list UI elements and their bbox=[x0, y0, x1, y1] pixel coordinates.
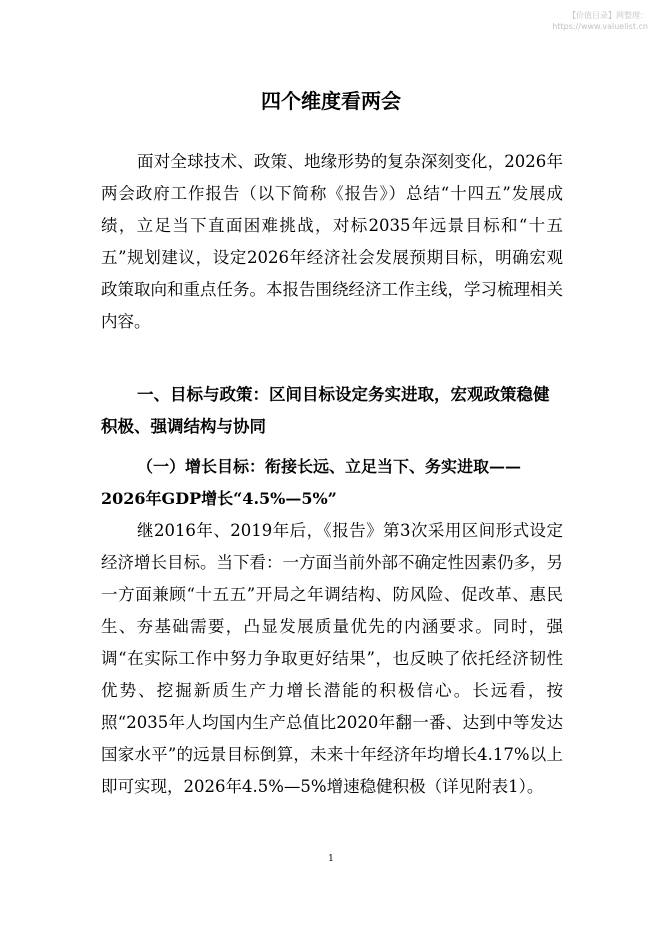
section-heading-1: 一、目标与政策：区间目标设定务实进取，宏观政策稳健积极、强调结构与协同 bbox=[101, 385, 550, 436]
paragraph-text: ，按照“2035年人均国内生产总值比2020年翻一番、达到中等发达国家水平”的远景目标倒算，未来十年经济年均增长4.17%以上即可实现，2026年4.5%—5%增速稳健积极（详见附表1）。 bbox=[101, 681, 563, 796]
watermark-line-2: https://www.valuelist.cn bbox=[552, 22, 648, 31]
lead-phrase-present: 当下看 bbox=[216, 553, 266, 572]
intro-paragraph: 面对全球技术、政策、地缘形势的复杂深刻变化，2026年两会政府工作报告（以下简称《报告》）总结“十四五”发展成绩，立足当下直面困难挑战，对标2035年远景目标和“十五五”规划建议，设定2026年经济社会发展预期目标，明确宏观政策取向和重点任务。本报告围绕经济工作主线，学习梳理相关内容。 bbox=[101, 152, 563, 331]
page-number: 1 bbox=[328, 854, 334, 864]
growth-target-paragraph bbox=[101, 515, 563, 803]
lead-phrase-long-term: 长远看 bbox=[472, 681, 528, 700]
document-title: 四个维度看两会 bbox=[261, 89, 401, 113]
subsection-heading-1: （一）增长目标：衔接长远、立足当下、务实进取——2026年GDP增长“4.5%—5%” bbox=[101, 457, 522, 508]
paragraph-text: ：一方面当前外部不确定性因素仍多，另一方面兼顾“十五五”开局之年调结构、防风险、促改革、惠民生、夯基础需要，凸显发展质量优先的内涵要求。同时，强调“在实际工作中努力争取更好结果”，也反映了依托经济韧性优势、挖掘新质生产力增长潜能的积极信心。 bbox=[101, 553, 563, 700]
watermark bbox=[488, 10, 648, 32]
watermark-line-1: 【价值目录】网整理： bbox=[568, 11, 648, 20]
paragraph-text: 继2016年、2019年后，《报告》第3次采用区间形式设定经济增长目标。 bbox=[101, 521, 563, 572]
